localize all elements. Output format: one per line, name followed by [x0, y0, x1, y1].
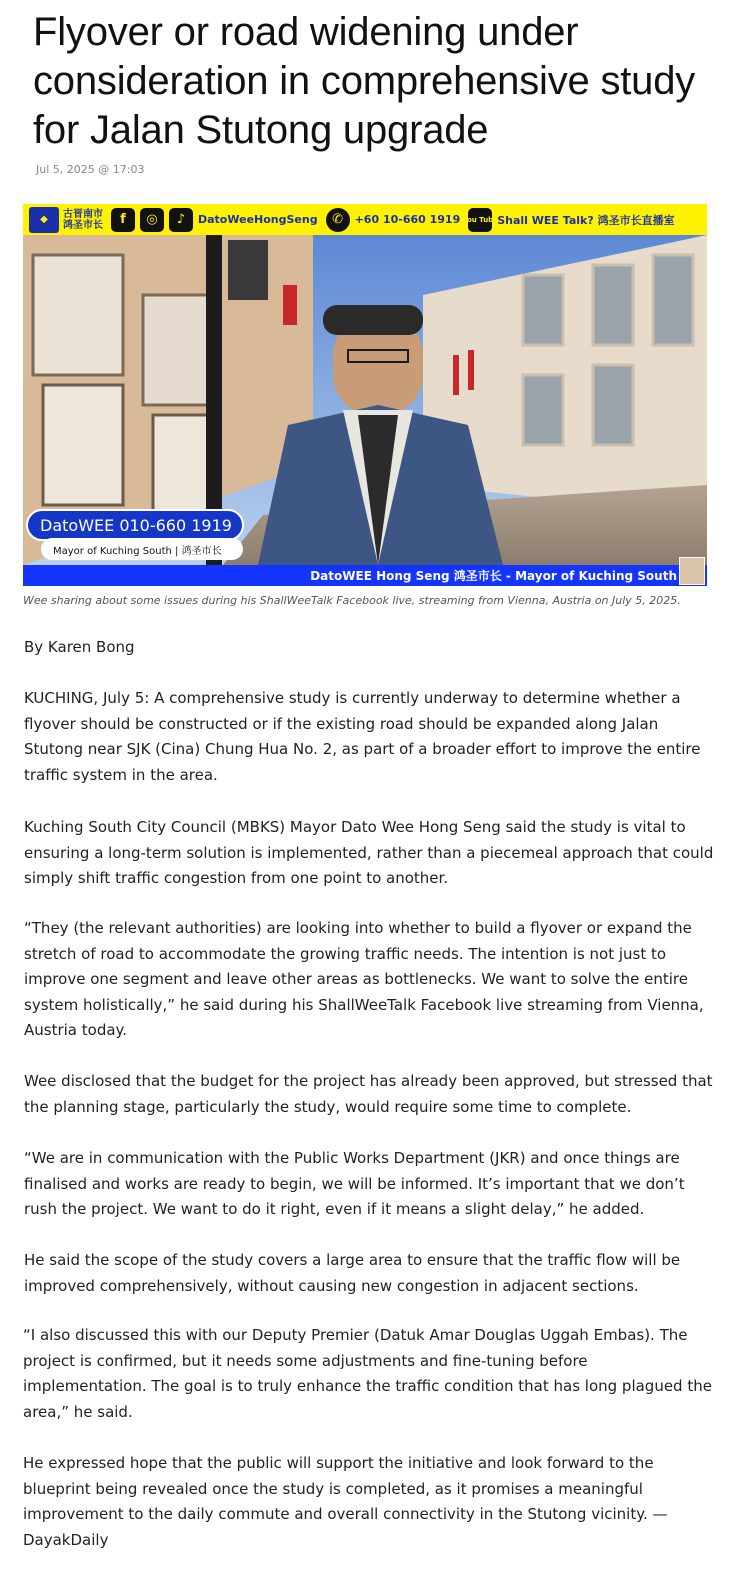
- council-logo-icon: ◆: [29, 207, 59, 233]
- paragraph: Kuching South City Council (MBKS) Mayor Dato Wee Hong Seng said the study is vital to ensuring a long-term solution is implemented, rather than a piecemeal approach that could simply shift traffic congestion from one point to another.: [24, 818, 714, 887]
- host-avatar-thumbnail: [679, 557, 705, 585]
- paragraph: “I also discussed this with our Deputy Premier (Datuk Amar Douglas Uggah Embas). The project is confirmed, but it needs some adjustments and fine-tuning before implementation. The goal is to truly enhance the traffic condition that has long plagued the area,” he said.: [23, 1326, 712, 1421]
- paragraph: He expressed hope that the public will support the initiative and look forward to the blueprint being revealed once the study is completed, as it promises a meaningful improvement to the daily commute and overall connectivity in the Stutong vicinity. — DayakDaily: [23, 1454, 668, 1549]
- article-title: Flyover or road widening under consideration in comprehensive study for Jalan Stutong upgrade: [33, 10, 696, 152]
- stream-top-banner: [23, 204, 707, 235]
- paragraph: “They (the relevant authorities) are looking into whether to build a flyover or expand the stretch of road to accommodate the growing traffic needs. The intention is not just to improve one segment and leave other areas as bottlenecks. We want to solve the entire system holistically,” he said during his ShallWeeTalk Facebook live streaming from Vienna, Austria today.: [24, 919, 704, 1039]
- paragraph: KUCHING, July 5: A comprehensive study is currently underway to determine whether a flyover should be constructed or if the existing road should be expanded along Jalan Stutong near SJK (Cina) Chung Hua No. 2, as part of a broader effort to improve the entire traffic system in the area.: [24, 689, 701, 784]
- instagram-icon: ◎: [140, 208, 164, 232]
- stream-bottom-banner: DatoWEE Hong Seng 鸿圣市长 - Mayor of Kuching South: [23, 565, 707, 586]
- facebook-icon: f: [111, 208, 135, 232]
- paragraph: He said the scope of the study covers a large area to ensure that the traffic flow will be improved comprehensively, without causing new congestion in adjacent sections.: [24, 1251, 681, 1295]
- phone-number: +60 10-660 1919: [354, 213, 461, 226]
- tiktok-icon: ♪: [169, 208, 193, 232]
- whatsapp-icon: ✆: [326, 208, 350, 232]
- image-caption: Wee sharing about some issues during his ShallWeeTalk Facebook live, streaming from Vienna, Austria on July 5, 2025.: [23, 594, 681, 607]
- social-handle: DatoWeeHongSeng: [198, 213, 318, 226]
- publish-date: Jul 5, 2025 @ 17:03: [36, 163, 145, 176]
- mayor-title-pill: Mayor of Kuching South | 鸿圣市长: [41, 538, 243, 560]
- byline: By Karen Bong: [24, 638, 135, 656]
- article-image[interactable]: [23, 204, 707, 586]
- paragraph: Wee disclosed that the budget for the project has already been approved, but stressed that the planning stage, particularly the study, would require some time to complete.: [24, 1072, 713, 1116]
- caller-name-pill: DatoWEE 010-660 1919: [26, 509, 244, 541]
- paragraph: “We are in communication with the Public Works Department (JKR) and once things are finalised and works are ready to begin, we will be informed. It’s important that we don’t rush the project. We want to do it right, even if it means a slight delay,” he added.: [24, 1149, 685, 1218]
- youtube-icon: You Tube: [468, 208, 492, 232]
- show-name: Shall WEE Talk? 鸿圣市长直播室: [497, 213, 675, 227]
- council-logo-text: 古晋南市 鸿圣市长: [63, 208, 103, 231]
